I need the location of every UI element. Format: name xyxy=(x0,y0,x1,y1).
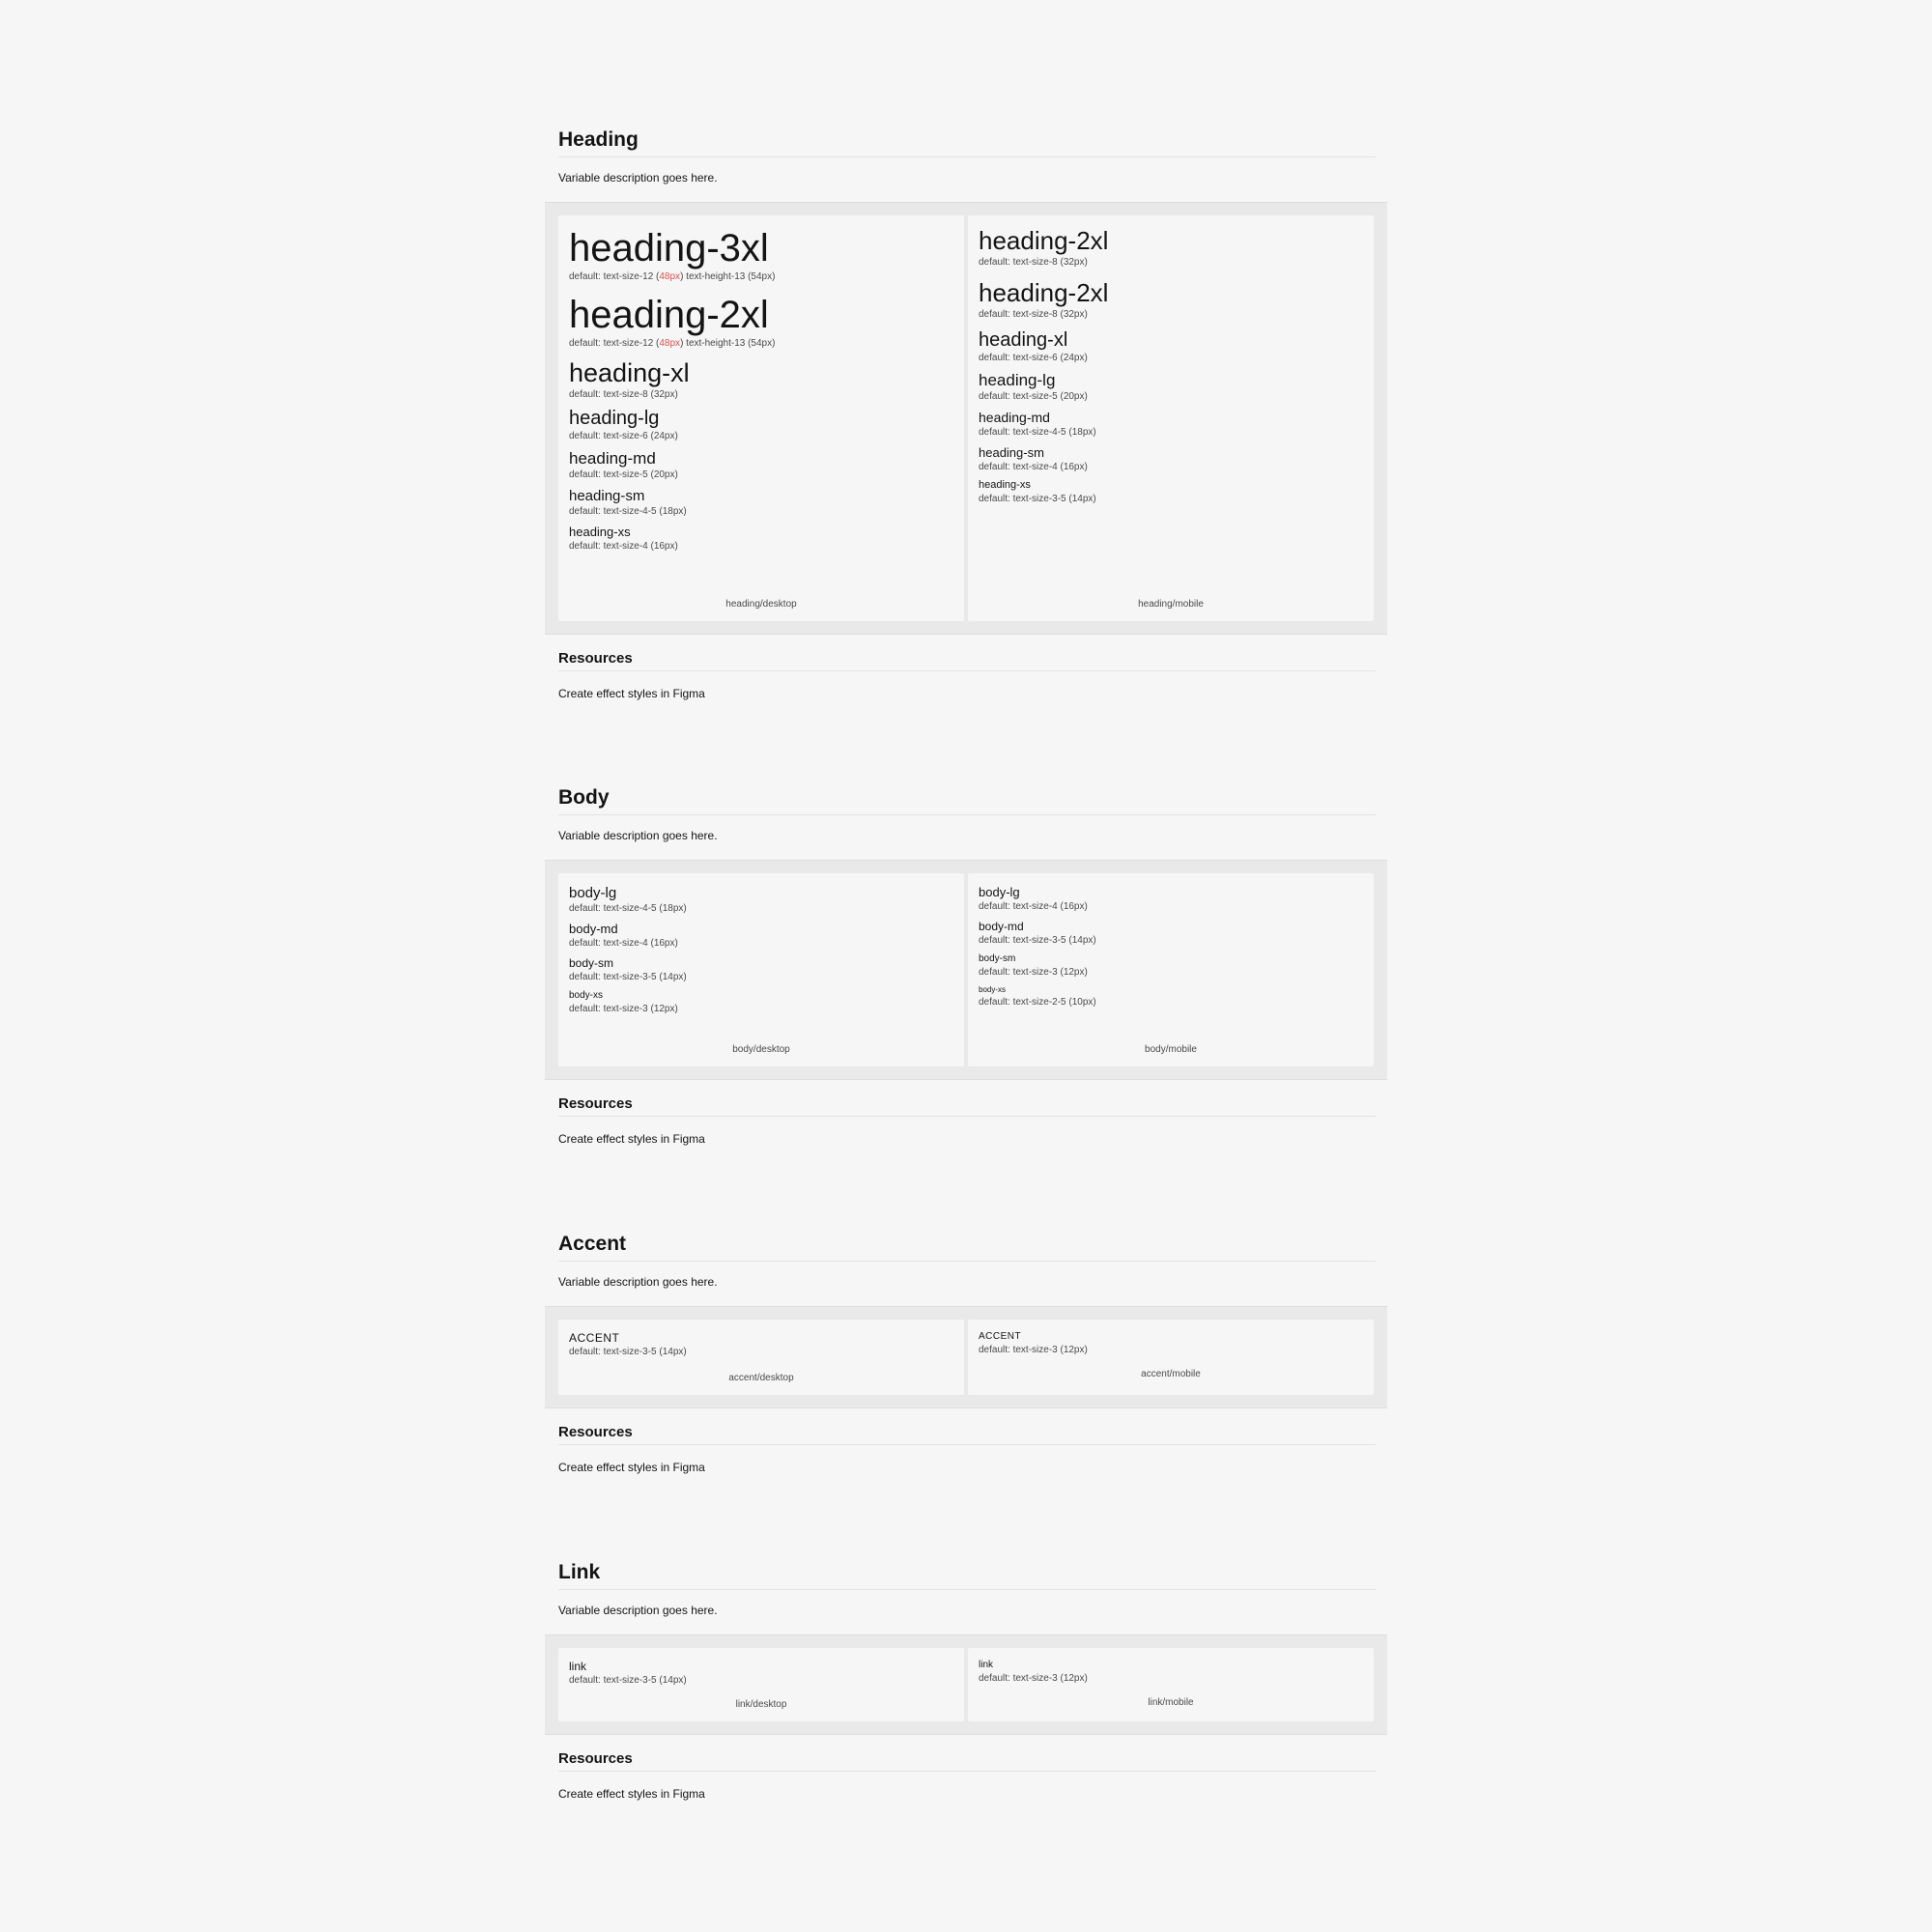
section-description: Variable description goes here. xyxy=(558,1275,718,1289)
preview-panel xyxy=(545,1306,1387,1408)
style-name: body-md xyxy=(979,920,1024,933)
figma-link[interactable]: Create effect styles in Figma xyxy=(558,1787,705,1801)
style-heading-3xl xyxy=(569,227,953,282)
style-meta: default: text-size-4-5 (18px) xyxy=(569,506,687,517)
style-name: link xyxy=(569,1660,587,1673)
card-label: body/desktop xyxy=(732,1044,790,1055)
style-name: heading-2xl xyxy=(979,278,1109,307)
style-heading-xs xyxy=(569,525,953,552)
body-desktop-card xyxy=(558,873,964,1066)
section-link xyxy=(545,1560,1387,1803)
style-meta: default: text-size-3-5 (14px) xyxy=(569,1675,687,1686)
style-name: body-md xyxy=(569,922,618,936)
style-meta: default: text-size-8 (32px) xyxy=(979,309,1088,320)
section-title: Body xyxy=(558,785,1376,815)
style-meta: default: text-size-3-5 (14px) xyxy=(979,494,1096,504)
style-name: body-sm xyxy=(979,953,1016,964)
style-name: heading-md xyxy=(569,449,656,468)
style-name: body-xs xyxy=(979,985,1007,994)
style-meta: default: text-size-3-5 (14px) xyxy=(569,972,687,982)
heading-mobile-card xyxy=(968,215,1374,621)
style-name: ACCENT xyxy=(979,1331,1022,1342)
section-accent xyxy=(545,1232,1387,1476)
style-body-md xyxy=(979,920,1363,946)
style-meta: default: text-size-4 (16px) xyxy=(979,901,1088,912)
style-name: heading-sm xyxy=(979,445,1044,460)
style-name: heading-sm xyxy=(569,488,645,504)
style-meta: default: text-size-3 (12px) xyxy=(979,967,1088,978)
style-body-md xyxy=(569,922,953,949)
style-name: heading-3xl xyxy=(569,227,769,270)
style-heading-md xyxy=(569,449,953,480)
card-label: heading/desktop xyxy=(725,599,797,610)
resources xyxy=(558,1095,1376,1148)
style-body-xs xyxy=(569,990,953,1014)
style-meta: default: text-size-5 (20px) xyxy=(979,391,1088,402)
style-name: body-xs xyxy=(569,990,604,1001)
style-meta: default: text-size-6 (24px) xyxy=(569,431,678,441)
style-name: heading-2xl xyxy=(979,226,1109,255)
style-body-sm xyxy=(569,956,953,982)
style-meta: default: text-size-4 (16px) xyxy=(569,938,678,949)
card-label: heading/mobile xyxy=(1138,599,1204,610)
style-heading-2xl xyxy=(979,279,1363,320)
resources xyxy=(558,1424,1376,1476)
section-heading xyxy=(545,128,1387,702)
style-name: link xyxy=(979,1660,994,1670)
style-meta: default: text-size-4-5 (18px) xyxy=(979,427,1096,438)
style-heading-xl xyxy=(569,358,953,400)
figma-link[interactable]: Create effect styles in Figma xyxy=(558,1461,705,1474)
style-name: body-lg xyxy=(569,885,617,901)
figma-link[interactable]: Create effect styles in Figma xyxy=(558,687,705,700)
style-heading-2xl xyxy=(979,227,1363,268)
accent-desktop-card xyxy=(558,1320,964,1395)
style-name: heading-xs xyxy=(569,525,631,539)
section-description: Variable description goes here. xyxy=(558,1604,718,1617)
card-label: accent/mobile xyxy=(1141,1369,1201,1379)
figma-link[interactable]: Create effect styles in Figma xyxy=(558,1132,705,1146)
style-meta: default: text-size-3-5 (14px) xyxy=(979,935,1096,946)
style-name: heading-2xl xyxy=(569,294,769,336)
style-heading-2xl xyxy=(569,294,953,349)
card-label: accent/desktop xyxy=(728,1373,794,1383)
style-heading-sm xyxy=(569,488,953,517)
style-accent xyxy=(979,1331,1363,1355)
card-label: body/mobile xyxy=(1145,1044,1197,1055)
style-accent xyxy=(569,1331,953,1357)
style-body-lg xyxy=(569,885,953,914)
style-meta: default: text-size-3 (12px) xyxy=(979,1673,1088,1684)
style-name: ACCENT xyxy=(569,1331,620,1345)
section-body xyxy=(545,785,1387,1148)
style-meta: default: text-size-6 (24px) xyxy=(979,353,1088,363)
preview-panel xyxy=(545,202,1387,635)
style-meta: default: text-size-12 (48px) text-height-13 (54px) xyxy=(569,338,776,349)
style-name: heading-lg xyxy=(979,371,1056,389)
style-meta: default: text-size-3 (12px) xyxy=(979,1345,1088,1355)
style-meta: default: text-size-3 (12px) xyxy=(569,1004,678,1014)
section-title: Accent xyxy=(558,1232,1376,1262)
resources-title: Resources xyxy=(558,1424,1376,1445)
style-heading-md xyxy=(979,410,1363,438)
style-meta: default: text-size-4-5 (18px) xyxy=(569,903,687,914)
section-description: Variable description goes here. xyxy=(558,171,718,185)
body-mobile-card xyxy=(968,873,1374,1066)
style-heading-lg xyxy=(979,371,1363,402)
style-name: heading-lg xyxy=(569,408,660,429)
style-meta: default: text-size-8 (32px) xyxy=(569,389,678,400)
section-title: Link xyxy=(558,1560,1376,1590)
resources xyxy=(558,650,1376,702)
style-name: heading-xs xyxy=(979,479,1031,491)
link-mobile-card xyxy=(968,1648,1374,1721)
style-body-xs xyxy=(979,985,1363,1008)
style-meta: default: text-size-3-5 (14px) xyxy=(569,1347,687,1357)
style-heading-xl xyxy=(979,329,1363,363)
style-body-lg xyxy=(979,885,1363,912)
style-heading-xs xyxy=(979,479,1363,504)
style-meta: default: text-size-2-5 (10px) xyxy=(979,997,1096,1008)
style-name: body-sm xyxy=(569,956,614,970)
resources-title: Resources xyxy=(558,1095,1376,1117)
style-name: heading-md xyxy=(979,410,1050,425)
style-meta: default: text-size-4 (16px) xyxy=(979,462,1088,472)
accent-mobile-card xyxy=(968,1320,1374,1395)
style-meta: default: text-size-5 (20px) xyxy=(569,469,678,480)
style-name: heading-xl xyxy=(569,358,690,387)
preview-panel xyxy=(545,860,1387,1080)
preview-panel xyxy=(545,1634,1387,1735)
style-meta: default: text-size-8 (32px) xyxy=(979,257,1088,268)
style-body-sm xyxy=(979,953,1363,978)
card-label: link/mobile xyxy=(1148,1697,1194,1708)
resources xyxy=(558,1750,1376,1803)
style-link xyxy=(569,1660,953,1686)
style-meta: default: text-size-4 (16px) xyxy=(569,541,678,552)
style-heading-sm xyxy=(979,445,1363,472)
resources-title: Resources xyxy=(558,1750,1376,1772)
heading-desktop-card xyxy=(558,215,964,621)
style-name: heading-xl xyxy=(979,329,1068,351)
section-title: Heading xyxy=(558,128,1376,157)
resources-title: Resources xyxy=(558,650,1376,671)
style-link xyxy=(979,1660,1363,1684)
link-desktop-card xyxy=(558,1648,964,1721)
card-label: link/desktop xyxy=(735,1699,787,1710)
style-meta: default: text-size-12 (48px) text-height-13 (54px) xyxy=(569,271,776,282)
style-heading-lg xyxy=(569,408,953,441)
section-description: Variable description goes here. xyxy=(558,829,718,842)
style-name: body-lg xyxy=(979,885,1020,899)
